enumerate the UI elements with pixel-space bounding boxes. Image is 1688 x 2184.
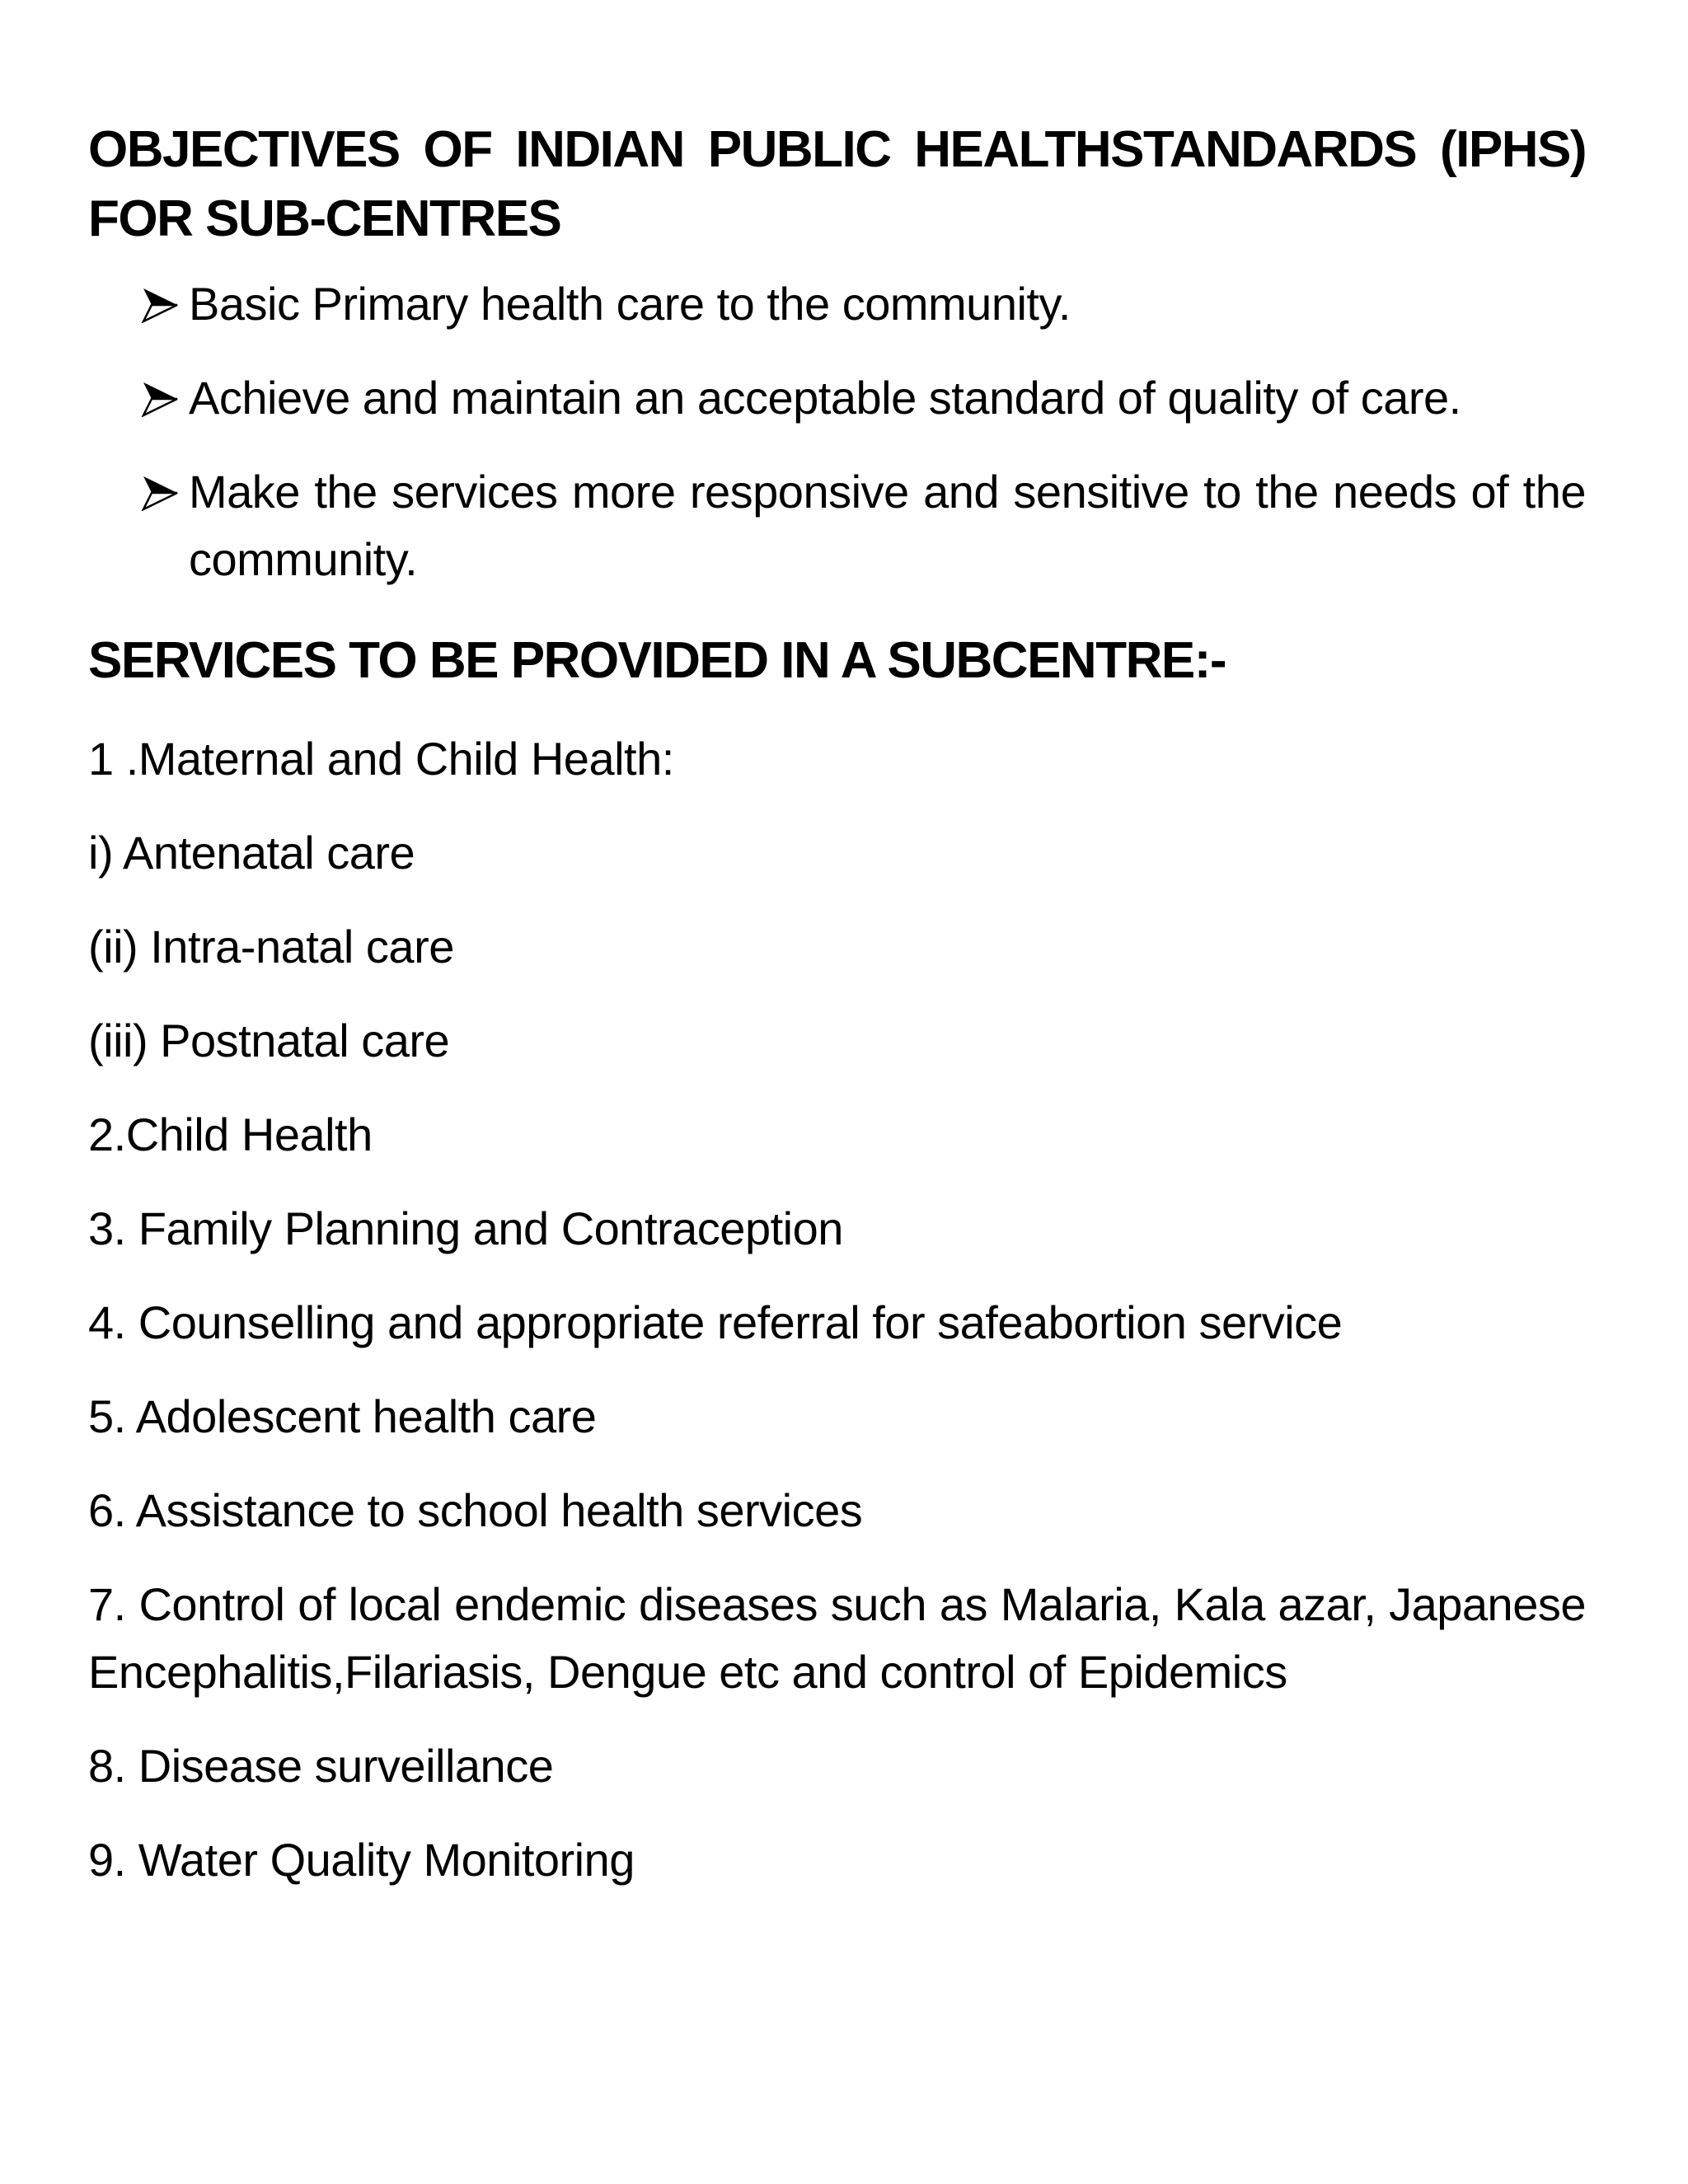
service-item: 6. Assistance to school health services — [88, 1484, 863, 1536]
service-item: 2.Child Health — [88, 1108, 373, 1160]
arrowhead-bullet-icon — [141, 381, 179, 417]
service-item: 7. Control of local endemic diseases such as Malaria, Kala azar, Japanese Encephalitis,Filariasis, Dengue etc and control of Epidemics — [88, 1578, 1586, 1698]
service-item: 9. Water Quality Monitoring — [88, 1834, 635, 1886]
objective-text: Basic Primary health care to the community. — [189, 278, 1071, 330]
service-item: (iii) Postnatal care — [88, 1015, 450, 1066]
objective-text: Achieve and maintain an acceptable standard of quality of care. — [189, 372, 1461, 424]
objective-text: Make the services more responsive and sensitive to the needs of the community. — [189, 466, 1586, 585]
service-item: 1 .Maternal and Child Health: — [88, 733, 674, 785]
arrowhead-bullet-icon — [141, 475, 179, 511]
objectives-list — [88, 270, 1586, 593]
service-item: 3. Family Planning and Contraception — [88, 1202, 843, 1254]
service-item: 4. Counselling and appropriate referral for safeabortion service — [88, 1296, 1343, 1348]
services-list — [88, 725, 1586, 1894]
objective-item — [88, 458, 1586, 593]
objective-item — [88, 364, 1586, 432]
document-page — [88, 115, 1586, 1920]
service-item: i) Antenatal care — [88, 827, 415, 879]
objectives-heading: OBJECTIVES OF INDIAN PUBLIC HEALTHSTANDARDS (IPHS) FOR SUB-CENTRES — [88, 121, 1586, 247]
service-item: 5. Adolescent health care — [88, 1390, 597, 1442]
objective-item — [88, 270, 1586, 338]
service-item: 8. Disease surveillance — [88, 1740, 554, 1792]
arrowhead-bullet-icon — [141, 287, 179, 323]
service-item: (ii) Intra-natal care — [88, 921, 454, 972]
services-heading: SERVICES TO BE PROVIDED IN A SUBCENTRE:- — [88, 632, 1226, 689]
